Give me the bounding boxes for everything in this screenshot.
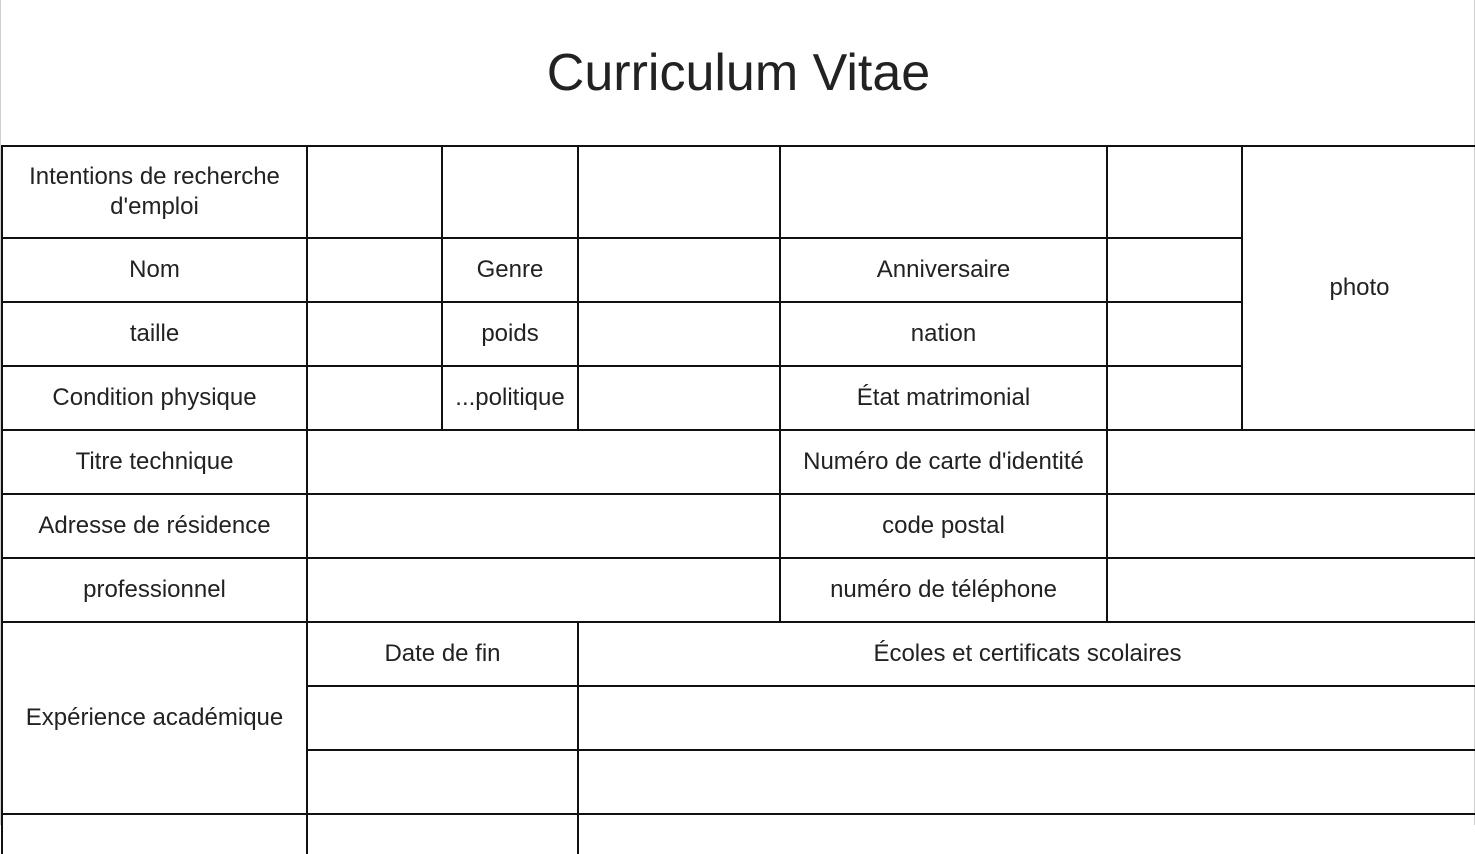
phone-label: numéro de téléphone bbox=[780, 558, 1107, 622]
photo-cell[interactable]: photo bbox=[1242, 146, 1475, 430]
phone-field[interactable] bbox=[1107, 558, 1475, 622]
professional-label: professionnel bbox=[2, 558, 307, 622]
resume-form-table bbox=[1, 145, 1475, 854]
birthday-field[interactable] bbox=[1107, 238, 1242, 302]
technical-title-label: Titre technique bbox=[2, 430, 307, 494]
technical-title-field[interactable] bbox=[307, 430, 780, 494]
political-label: ...politique bbox=[442, 366, 578, 430]
name-label: Nom bbox=[2, 238, 307, 302]
job-intentions-label: Intentions de recherche d'emploi bbox=[2, 146, 307, 238]
schools-header: Écoles et certificats scolaires bbox=[578, 622, 1475, 686]
table-row bbox=[2, 494, 1475, 558]
physical-condition-label: Condition physique bbox=[2, 366, 307, 430]
professional-field[interactable] bbox=[307, 558, 780, 622]
end-date-header: Date de fin bbox=[307, 622, 578, 686]
height-field[interactable] bbox=[307, 302, 442, 366]
schools-field[interactable] bbox=[578, 686, 1475, 750]
job-intentions-cell-3[interactable] bbox=[578, 146, 780, 238]
table-row bbox=[2, 558, 1475, 622]
next-section-cell[interactable] bbox=[307, 814, 578, 854]
id-card-field[interactable] bbox=[1107, 430, 1475, 494]
nation-label: nation bbox=[780, 302, 1107, 366]
marital-status-label: État matrimonial bbox=[780, 366, 1107, 430]
end-date-field[interactable] bbox=[307, 750, 578, 814]
name-field[interactable] bbox=[307, 238, 442, 302]
address-label: Adresse de résidence bbox=[2, 494, 307, 558]
table-row bbox=[2, 146, 1475, 238]
table-row bbox=[2, 430, 1475, 494]
schools-field[interactable] bbox=[578, 750, 1475, 814]
end-date-field[interactable] bbox=[307, 686, 578, 750]
page-title: Curriculum Vitae bbox=[546, 44, 931, 102]
postal-code-label: code postal bbox=[780, 494, 1107, 558]
political-field[interactable] bbox=[578, 366, 780, 430]
table-row bbox=[2, 814, 1475, 854]
marital-status-field[interactable] bbox=[1107, 366, 1242, 430]
job-intentions-cell-2[interactable] bbox=[442, 146, 578, 238]
gender-label: Genre bbox=[442, 238, 578, 302]
address-field[interactable] bbox=[307, 494, 780, 558]
job-intentions-cell-4[interactable] bbox=[780, 146, 1107, 238]
id-card-label: Numéro de carte d'identité bbox=[780, 430, 1107, 494]
postal-code-field[interactable] bbox=[1107, 494, 1475, 558]
gender-field[interactable] bbox=[578, 238, 780, 302]
weight-field[interactable] bbox=[578, 302, 780, 366]
birthday-label: Anniversaire bbox=[780, 238, 1107, 302]
job-intentions-cell-1[interactable] bbox=[307, 146, 442, 238]
physical-condition-field[interactable] bbox=[307, 366, 442, 430]
height-label: taille bbox=[2, 302, 307, 366]
nation-field[interactable] bbox=[1107, 302, 1242, 366]
academic-experience-label: Expérience académique bbox=[2, 622, 307, 814]
next-section-cell[interactable] bbox=[2, 814, 307, 854]
next-section-cell[interactable] bbox=[578, 814, 1475, 854]
table-row bbox=[2, 622, 1475, 686]
job-intentions-cell-5[interactable] bbox=[1107, 146, 1242, 238]
weight-label: poids bbox=[442, 302, 578, 366]
